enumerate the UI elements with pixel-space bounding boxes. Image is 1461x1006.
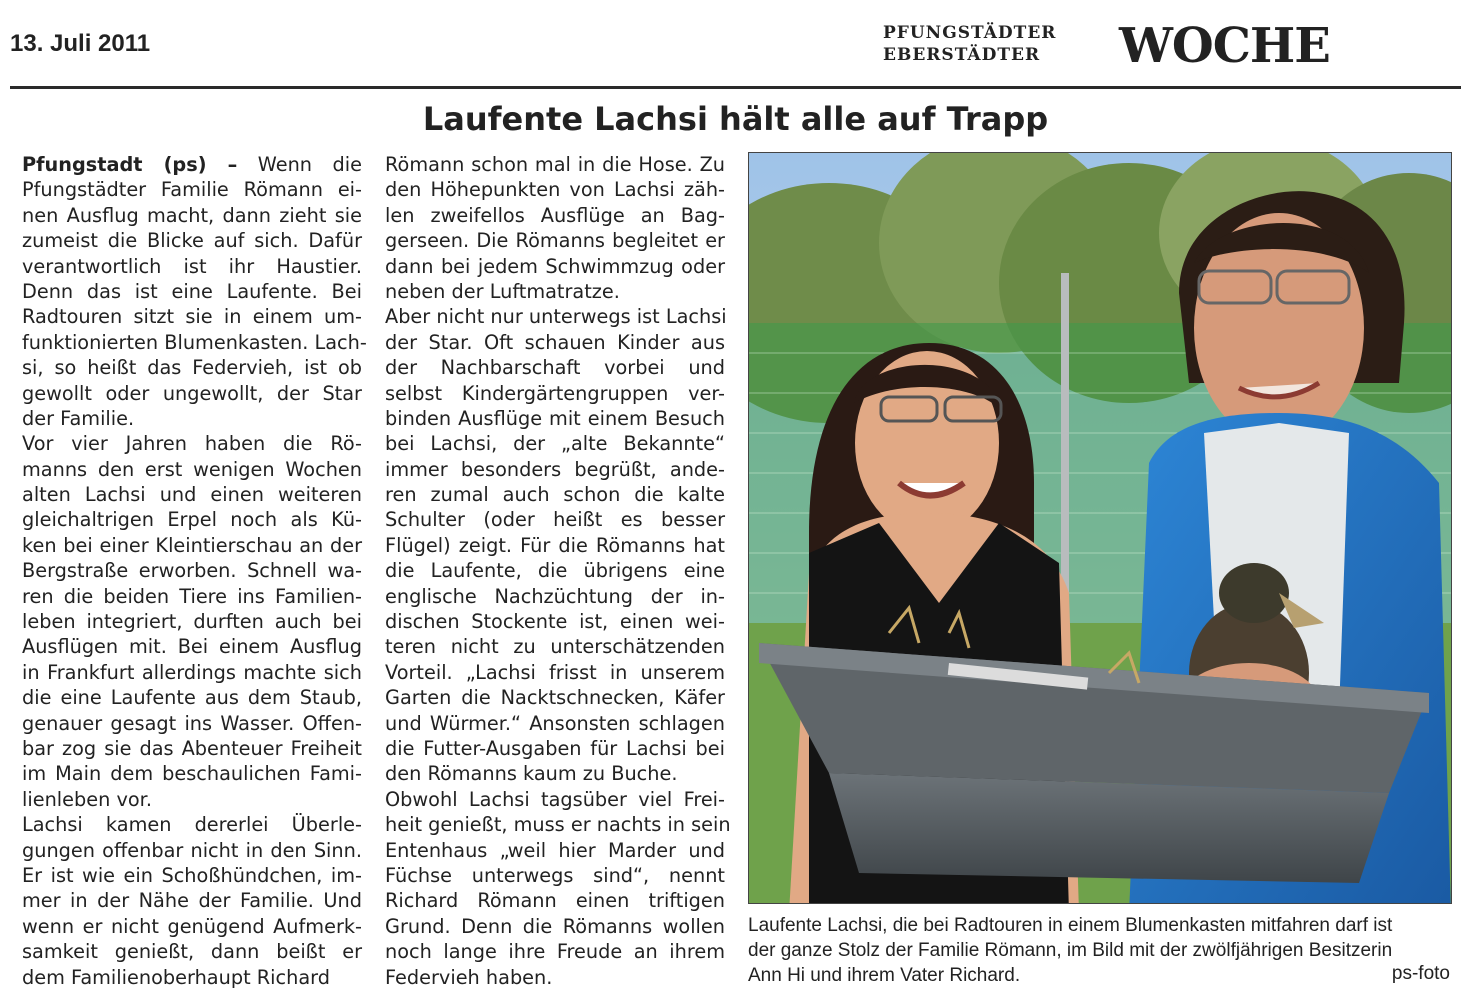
article-text-line: Radtouren sitzt sie in einem um-: [22, 305, 362, 329]
newspaper-masthead: [883, 18, 1353, 74]
article-text-line: Vorteil. „Lachsi frisst in unserem: [385, 660, 725, 684]
article-text-line: Schulter (oder heißt es besser: [385, 508, 725, 532]
article-text-line: englische Nachzüchtung der in-: [385, 584, 725, 608]
article-text-line: nen Ausflug macht, dann zieht sie: [22, 203, 362, 227]
article-headline: Laufente Lachsi hält alle auf Trapp: [422, 100, 1049, 138]
article-text-line: wenn er nicht genügend Aufmerk-: [22, 914, 362, 938]
article-text-line: [22, 152, 362, 177]
caption-line: der ganze Stolz der Familie Römann, im Bild mit der zwölfjährigen Besitzerin: [748, 940, 1393, 961]
article-text-line: Richard Römann einen triftigen: [385, 889, 725, 913]
article-text-line: neben der Luftmatratze.: [385, 279, 620, 303]
article-photo: [748, 152, 1452, 904]
article-text-line: immer besonders begrüßt, ande-: [385, 457, 725, 481]
caption-line: Laufente Lachsi, die bei Radtouren in einem Blumenkasten mitfahren darf ist: [748, 915, 1393, 936]
article-text-line: lienleben vor.: [22, 787, 152, 811]
article-text-line: dischen Stockente ist, einen wei-: [385, 610, 725, 634]
article-text-line: dann bei jedem Schwimmzug oder: [385, 254, 725, 278]
article-text-line: verantwortlich ist ihr Haustier.: [22, 254, 362, 278]
article-text-fragment: Wenn die: [237, 153, 362, 176]
article-text-line: ken bei einer Kleintierschau an der: [22, 533, 362, 557]
article-text-line: gewollt oder ungewollt, der Star: [22, 381, 362, 405]
masthead-woche: WOCHE: [1119, 18, 1330, 74]
article-text-line: gleichaltrigen Erpel noch als Kü-: [22, 508, 362, 532]
article-text-line: alten Lachsi und einen weiteren: [22, 483, 362, 507]
article-text-line: selbst Kindergärtengruppen ver-: [385, 381, 725, 405]
article-dateline: Pfungstadt (ps) –: [22, 153, 238, 176]
article-column-2: [385, 152, 731, 990]
article-text-line: funktionierten Blumenkasten. Lach-: [22, 330, 367, 354]
header-rule: [10, 86, 1461, 89]
article-text-line: mer in der Nähe der Familie. Und: [22, 889, 362, 913]
article-text-line: Pfungstädter Familie Römann ei-: [22, 178, 362, 202]
article-text-line: teren nicht zu unterschätzenden: [385, 635, 725, 659]
article-text-line: samkeit genießt, dann beißt er: [22, 940, 362, 964]
article-text-line: ren zumal auch schon die kalte: [385, 483, 725, 507]
article-text-line: leben integriert, durften auch bei: [22, 610, 362, 634]
article-text-line: len zweifellos Ausflüge an Bag-: [385, 203, 725, 227]
article-text-line: Flügel) zeigt. Für die Römanns hat: [385, 533, 725, 557]
article-text-line: gungen offenbar nicht in den Sinn.: [22, 838, 362, 862]
article-text-line: Aber nicht nur unterwegs ist Lachsi: [385, 305, 727, 329]
caption-line: Ann Hi und ihrem Vater Richard.: [748, 965, 1021, 986]
article-column-1: [22, 152, 367, 990]
photo-credit: ps-foto: [1391, 963, 1450, 984]
article-text-line: zumeist die Blicke auf sich. Dafür: [22, 229, 362, 253]
issue-date: 13. Juli 2011: [10, 30, 151, 57]
article-text-line: ren die beiden Tiere ins Familien-: [22, 584, 362, 608]
article-text-line: si, so heißt das Federvieh, ist ob: [22, 356, 362, 380]
article-text-line: bei Lachsi, der „alte Bekannte“: [385, 432, 725, 456]
article-text-line: Denn das ist eine Laufente. Bei: [22, 279, 362, 303]
article-text-line: Füchse unterwegs sind“, nennt: [385, 863, 725, 887]
photo-illustration: [749, 153, 1451, 903]
article-text-line: Vor vier Jahren haben die Rö-: [22, 432, 362, 456]
masthead-line-1: PFUNGSTÄDTER: [883, 23, 1057, 43]
article-text-line: Ausflügen mit. Bei einem Ausflug: [22, 635, 362, 659]
article-text-line: heit genießt, muss er nachts in sein: [385, 813, 731, 837]
article-text-line: Bergstraße erworben. Schnell wa-: [22, 559, 362, 583]
article-text-line: und Würmer.“ Ansonsten schlagen: [385, 711, 725, 735]
article-text-line: die Laufente, die übrigens eine: [385, 559, 725, 583]
article-text-line: den Höhepunkten von Lachsi zäh-: [385, 178, 725, 202]
article-text-line: Lachsi kamen dererlei Überle-: [22, 813, 362, 837]
article-text-line: der Familie.: [22, 406, 135, 430]
article-text-line: genauer gesagt ins Wasser. Offen-: [22, 711, 362, 735]
masthead-line-2: EBERSTÄDTER: [883, 45, 1041, 65]
article-text-line: Er ist wie ein Schoßhündchen, im-: [22, 863, 362, 887]
article-text-line: gerseen. Die Römanns begleitet er: [385, 229, 725, 253]
photo-caption: [748, 913, 1450, 988]
article-text-line: der Nachbarschaft vorbei und: [385, 356, 725, 380]
article-text-line: manns den erst wenigen Wochen: [22, 457, 362, 481]
article-text-line: in Frankfurt allerdings machte sich: [22, 660, 362, 684]
article-text-line: bar zog sie das Abenteuer Freiheit: [22, 736, 362, 760]
article-text-line: noch lange ihre Freude an ihrem: [385, 940, 725, 964]
article-text-line: Federvieh haben.: [385, 965, 553, 989]
article-text-line: dem Familienoberhaupt Richard: [22, 965, 330, 989]
article-text-line: Römann schon mal in die Hose. Zu: [385, 153, 725, 176]
article-text-line: den Römanns kaum zu Buche.: [385, 762, 678, 786]
article-text-line: Garten die Nacktschnecken, Käfer: [385, 686, 725, 710]
article-text-line: der Star. Oft schauen Kinder aus: [385, 330, 725, 354]
article-text-line: im Main dem beschaulichen Fami-: [22, 762, 362, 786]
article-text-line: die Futter-Ausgaben für Lachsi bei: [385, 736, 725, 760]
article-text-line: die eine Laufente aus dem Staub,: [22, 686, 362, 710]
article-text-line: Grund. Denn die Römanns wollen: [385, 914, 725, 938]
article-text-line: Obwohl Lachsi tagsüber viel Frei-: [385, 787, 725, 811]
article-text-line: binden Ausflüge mit einem Besuch: [385, 406, 725, 430]
article-text-line: Entenhaus „weil hier Marder und: [385, 838, 725, 862]
